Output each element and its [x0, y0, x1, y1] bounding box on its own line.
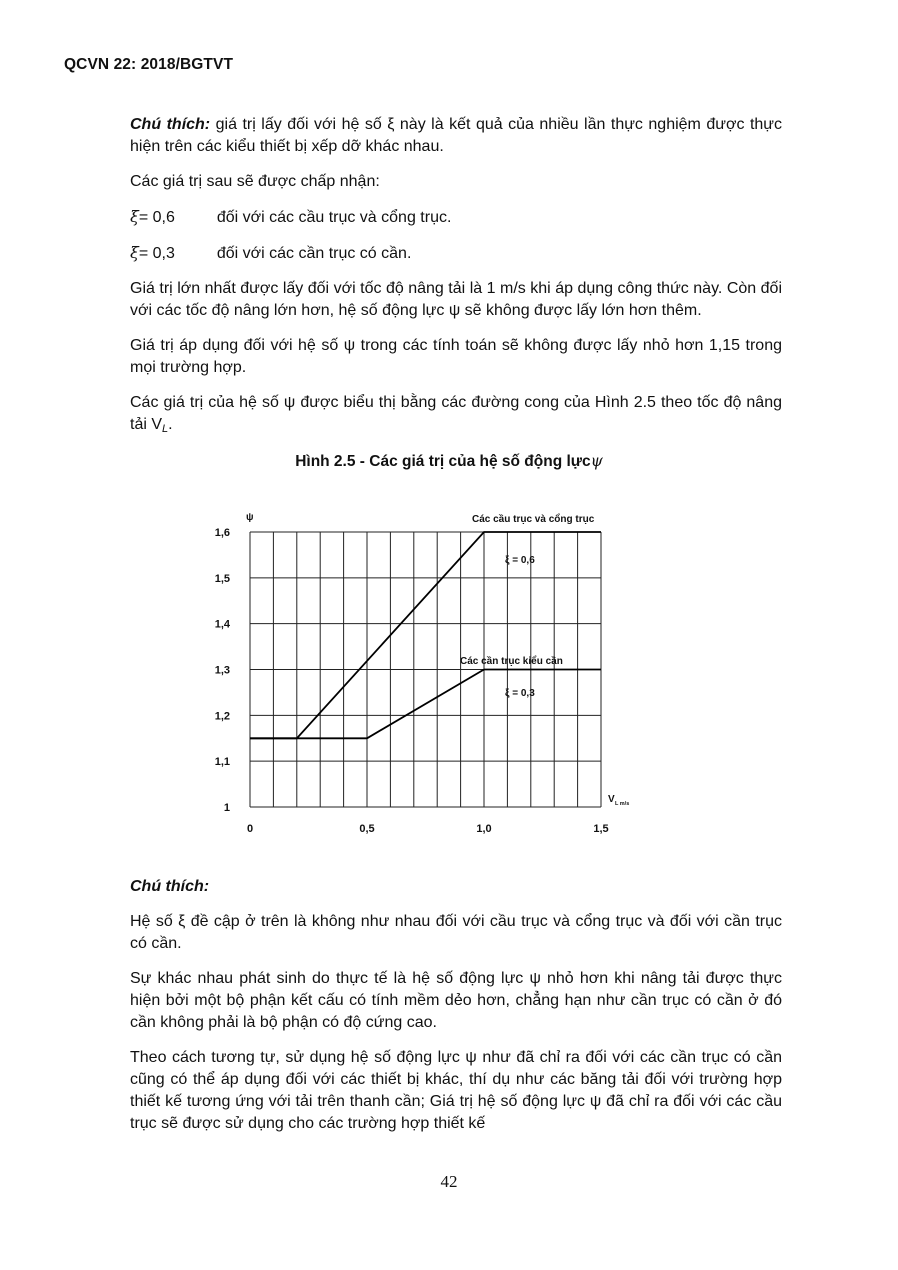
y-tick-label: 1,4 [214, 618, 230, 631]
y-tick-label: 1,3 [214, 664, 230, 677]
formula-text: đối với các cần trục có cần. [216, 245, 412, 262]
chart-curves [250, 532, 601, 738]
y-tick-label: 1 [223, 802, 230, 814]
note1-paragraph [130, 114, 782, 158]
x-tick-label: 1,0 [476, 823, 492, 835]
curves-paragraph [130, 392, 782, 440]
x-tick-label: 1,5 [593, 823, 609, 835]
note2-paragraph-3: Theo cách tương tự, sử dụng hệ số động lực ψ như đã chỉ ra đối với các cần trục có cần cũng có thể áp dụng đối với các thiết bị khác, thí dụ như các băng tải đối với trường hợp thiết kế tương ứng với tải trên thanh cần; Giá trị hệ số động lực ψ đã chỉ ra đối với các cầu trục sẽ được sử dụng cho các trường hợp thiết kế [130, 1049, 782, 1132]
document-header: QCVN 22: 2018/BGTVT [64, 56, 234, 73]
lower-text [130, 876, 782, 1148]
note2-paragraph-2: Sự khác nhau phát sinh do thực tế là hệ số động lực ψ nhỏ hơn khi nâng tải được thực hiện bởi một bộ phận kết cấu có tính mềm dẻo hơn, chẳng hạn như cần trục có cần ở đó cần không phải là bộ phận có độ cứng cao. [130, 970, 782, 1031]
note2-label-paragraph [130, 876, 782, 898]
x-tick-label: 0,5 [359, 823, 375, 835]
max-value-paragraph: Giá trị lớn nhất được lấy đối với tốc độ nâng tải là 1 m/s khi áp dụng công thức này. Còn đối với các tốc độ nâng lớn hơn, hệ số động lực ψ sẽ không được lấy lớn hơn thêm. [130, 280, 782, 319]
curves-end: . [168, 416, 173, 433]
figure-title [0, 452, 898, 471]
xi-symbol: ξ [130, 243, 139, 262]
xi-label-gantry: ξ = 0,6 [505, 555, 535, 566]
series-line-gantry [250, 532, 601, 738]
min-value-paragraph: Giá trị áp dụng đối với hệ số ψ trong các tính toán sẽ không được lấy nhỏ hơn 1,15 trong mọi trường hợp. [130, 337, 782, 376]
formula-line [130, 242, 782, 265]
y-tick-label: 1,5 [214, 572, 230, 585]
formula-text: đối với các cầu trục và cổng trục. [216, 209, 452, 226]
y-tick-label: 1,1 [214, 756, 230, 769]
series-line-jib [250, 670, 601, 739]
figure-title-text: Hình 2.5 - Các giá trị của hệ số động lực [295, 453, 591, 470]
x-axis-label: V [608, 794, 615, 805]
y-tick-label: 1,2 [214, 710, 230, 723]
note1-label: Chú thích: [130, 116, 211, 133]
y-axis-label: ψ [246, 512, 254, 523]
dynamic-factor-chart [196, 500, 676, 840]
xi-label-jib: ξ = 0,3 [505, 688, 535, 699]
upper-text [130, 114, 782, 453]
formula-line [130, 206, 782, 229]
curves-subscript: L [162, 423, 169, 435]
accepted-values-paragraph: Các giá trị sau sẽ được chấp nhận: [130, 173, 380, 190]
note2-label: Chú thích: [130, 878, 210, 895]
y-tick-label: 1,6 [214, 527, 230, 539]
curves-text: Các giá trị của hệ số ψ được biểu thị bằng các đường cong của Hình 2.5 theo tốc độ nâng tải V [130, 394, 782, 433]
note2-paragraph-1: Hệ số ξ đề cập ở trên là không như nhau đối với cầu trục và cổng trục và đối với cần trục có cần. [130, 913, 782, 952]
series-label-gantry: Các cầu trục và cổng trục [472, 514, 595, 525]
x-axis-unit: L m/s [615, 801, 630, 807]
formula-value: = 0,3 [138, 245, 175, 262]
note1-text: giá trị lấy đối với hệ số ξ này là kết quả của nhiều lần thực nghiệm được thực hiện trên các kiểu thiết bị xếp dỡ khác nhau. [130, 116, 783, 155]
formula-value: = 0,6 [138, 209, 175, 226]
figure-title-symbol: ψ [590, 452, 603, 470]
series-label-jib: Các cần trục kiểu cần [460, 656, 563, 667]
x-tick-label: 0 [246, 823, 254, 835]
xi-symbol: ξ [130, 207, 139, 226]
page-number: 42 [440, 1172, 458, 1191]
